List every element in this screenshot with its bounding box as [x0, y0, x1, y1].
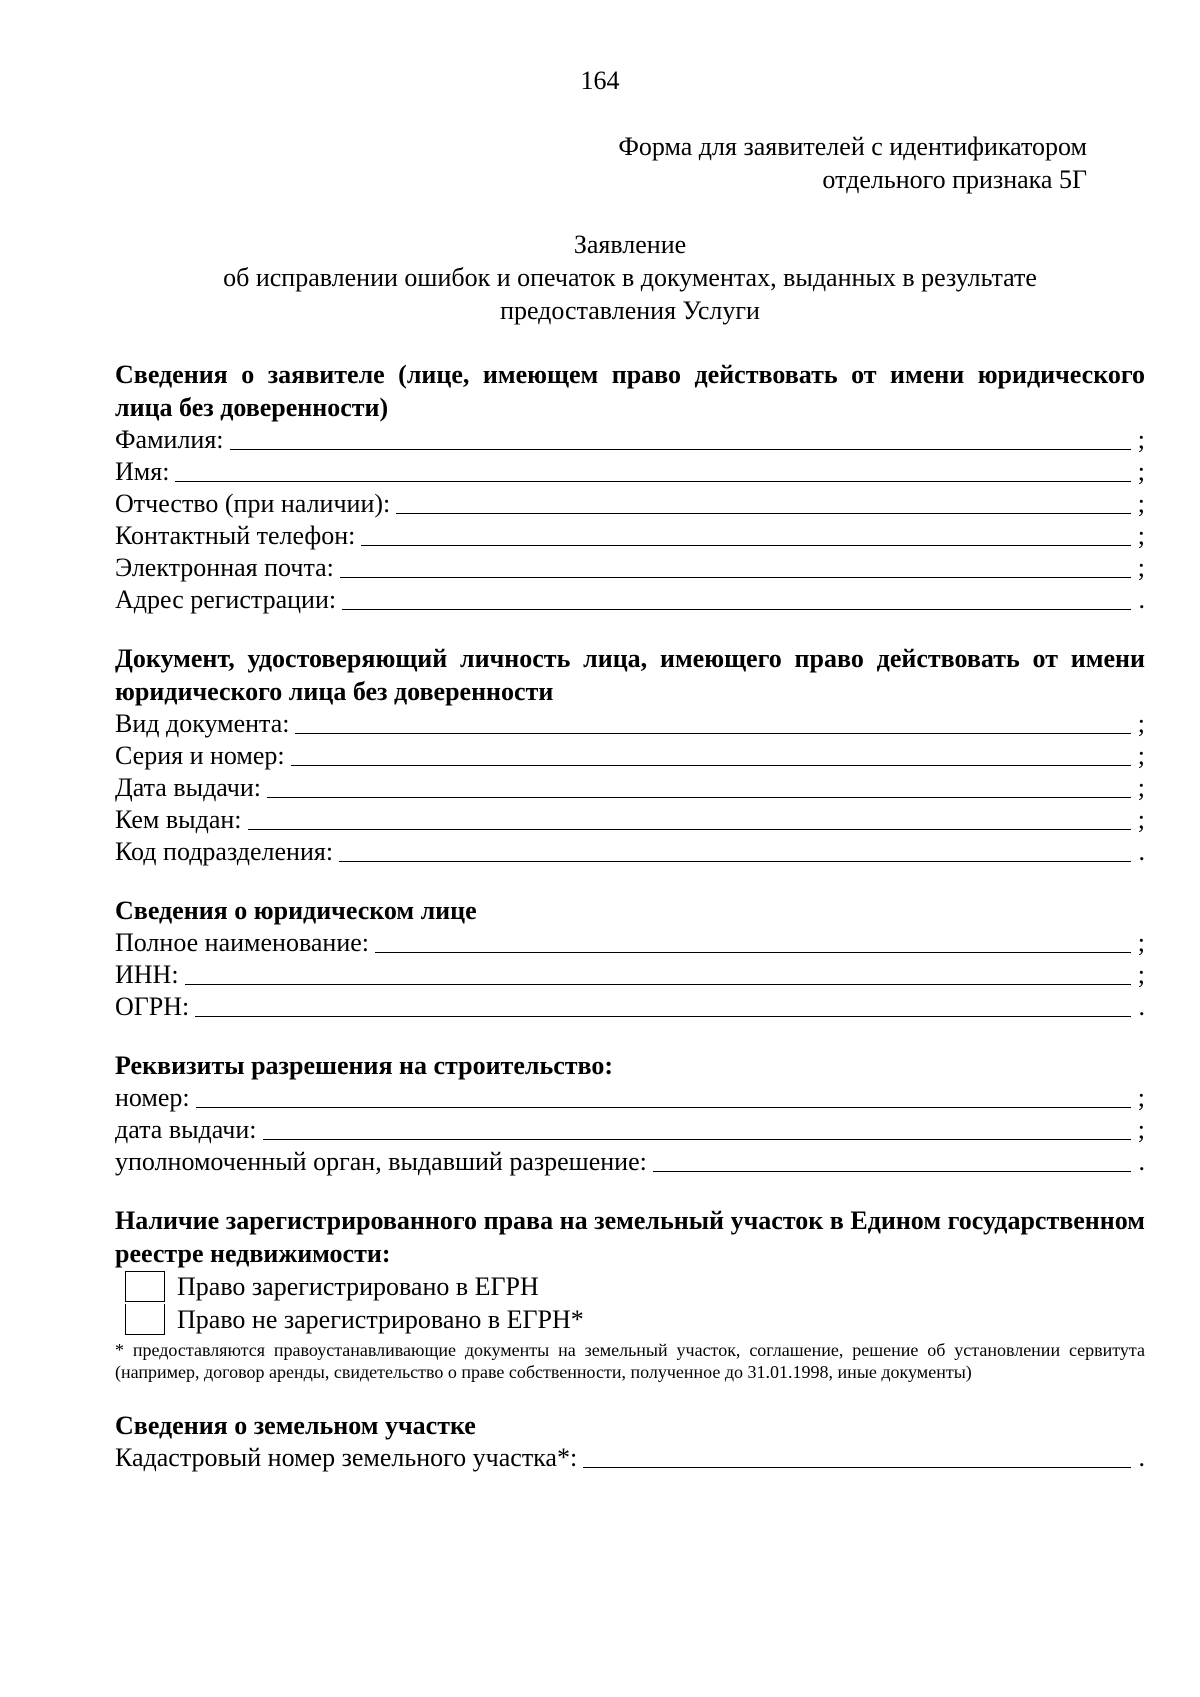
field-label: дата выдачи:	[115, 1115, 257, 1144]
patronymic-field	[115, 488, 1145, 520]
legal-entity-section	[115, 894, 1145, 1023]
field-label: Код подразделения:	[115, 837, 334, 866]
field-terminator: ;	[1137, 709, 1145, 738]
full-name-field	[115, 927, 1145, 959]
field-label: Серия и номер:	[115, 741, 285, 770]
series-number-input-line[interactable]	[291, 740, 1131, 766]
issuing-authority-field	[115, 1146, 1145, 1178]
field-terminator: ;	[1137, 741, 1145, 770]
phone-field	[115, 520, 1145, 552]
name-input-line[interactable]	[175, 456, 1131, 482]
division-code-field	[115, 836, 1145, 868]
registration-address-field	[115, 584, 1145, 616]
name-field	[115, 456, 1145, 488]
title-subtitle-line-1: об исправлении ошибок и опечаток в документах, выданных в результате	[223, 263, 1037, 292]
permit-issue-date-field	[115, 1114, 1145, 1146]
right-registered-checkbox[interactable]	[125, 1271, 165, 1302]
issued-by-field	[115, 804, 1145, 836]
registration-address-input-line[interactable]	[342, 584, 1131, 610]
field-label: ОГРН:	[115, 992, 190, 1021]
document-type-field	[115, 708, 1145, 740]
section-title-identity-document: Документ, удостоверяющий личность лица, имеющего право действовать от имени юридического лица без доверенности	[115, 644, 1145, 706]
form-applicability-line-1: Форма для заявителей с идентификатором	[618, 132, 1087, 161]
cadastral-number-input-line[interactable]	[583, 1442, 1131, 1468]
division-code-input-line[interactable]	[339, 836, 1131, 862]
section-title-land-right: Наличие зарегистрированного права на земельный участок в Едином государственном реестре недвижимости:	[115, 1206, 1145, 1268]
page-number: 164	[580, 66, 620, 95]
field-label: Полное наименование:	[115, 928, 370, 957]
form-applicability-line-2: отдельного признака 5Г	[822, 165, 1087, 194]
field-label: Контактный телефон:	[115, 521, 356, 550]
permit-issue-date-input-line[interactable]	[263, 1114, 1131, 1140]
field-terminator: ;	[1137, 425, 1145, 454]
document-title	[115, 228, 1145, 327]
title-subtitle-line-2: предоставления Услуги	[500, 296, 760, 325]
section-title-legal-entity: Сведения о юридическом лице	[115, 896, 477, 925]
field-terminator: .	[1138, 1443, 1145, 1472]
issuing-authority-input-line[interactable]	[653, 1146, 1131, 1172]
title-heading: Заявление	[573, 230, 687, 259]
field-label: Адрес регистрации:	[115, 585, 337, 614]
field-terminator: ;	[1137, 457, 1145, 486]
right-not-registered-checkbox[interactable]	[125, 1304, 165, 1335]
construction-permit-section	[115, 1049, 1145, 1178]
permit-number-input-line[interactable]	[196, 1082, 1131, 1108]
field-label: Имя:	[115, 457, 170, 486]
series-number-field	[115, 740, 1145, 772]
section-title-applicant: Сведения о заявителе (лице, имеющем право действовать от имени юридического лица без доверенности)	[115, 360, 1145, 422]
ogrn-input-line[interactable]	[195, 991, 1131, 1017]
applicant-section	[115, 358, 1145, 616]
option-label: Право не зарегистрировано в ЕГРН*	[177, 1305, 584, 1334]
field-label: Фамилия:	[115, 425, 224, 454]
field-terminator: ;	[1137, 960, 1145, 989]
phone-input-line[interactable]	[361, 520, 1131, 546]
email-input-line[interactable]	[340, 552, 1131, 578]
field-terminator: .	[1138, 585, 1145, 614]
section-title-land-plot: Сведения о земельном участке	[115, 1411, 476, 1440]
issued-by-input-line[interactable]	[248, 804, 1132, 830]
field-terminator: .	[1138, 1147, 1145, 1176]
issue-date-input-line[interactable]	[267, 772, 1131, 798]
land-right-section	[115, 1204, 1145, 1383]
email-field	[115, 552, 1145, 584]
full-name-input-line[interactable]	[375, 927, 1131, 953]
field-label: Электронная почта:	[115, 553, 334, 582]
field-label: Вид документа:	[115, 709, 290, 738]
field-terminator: ;	[1137, 805, 1145, 834]
land-plot-section	[115, 1409, 1145, 1474]
field-terminator: ;	[1137, 489, 1145, 518]
inn-input-line[interactable]	[185, 959, 1131, 985]
section-title-construction-permit: Реквизиты разрешения на строительство:	[115, 1051, 614, 1080]
form-applicability	[618, 130, 1087, 196]
field-label: ИНН:	[115, 960, 179, 989]
field-label: Кадастровый номер земельного участка*:	[115, 1443, 578, 1472]
cadastral-number-field	[115, 1442, 1145, 1474]
field-label: Кем выдан:	[115, 805, 242, 834]
option-right-registered	[125, 1270, 1145, 1303]
field-terminator: .	[1138, 992, 1145, 1021]
field-terminator: ;	[1137, 553, 1145, 582]
field-terminator: ;	[1137, 928, 1145, 957]
option-right-not-registered	[125, 1303, 1145, 1336]
field-label: Отчество (при наличии):	[115, 489, 391, 518]
field-label: номер:	[115, 1083, 190, 1112]
patronymic-input-line[interactable]	[396, 488, 1131, 514]
field-terminator: ;	[1137, 1115, 1145, 1144]
field-terminator: ;	[1137, 773, 1145, 802]
footnote: * предоставляются правоустанавливающие документы на земельный участок, соглашение, решение об установлении сервитута (например, договор аренды, свидетельство о праве собственности, полученное до 31.01.1998, иные документы)	[115, 1340, 1145, 1382]
surname-input-line[interactable]	[230, 424, 1131, 450]
permit-number-field	[115, 1082, 1145, 1114]
inn-field	[115, 959, 1145, 991]
ogrn-field	[115, 991, 1145, 1023]
field-label: уполномоченный орган, выдавший разрешение:	[115, 1147, 647, 1176]
field-terminator: .	[1138, 837, 1145, 866]
field-terminator: ;	[1137, 1083, 1145, 1112]
form-body	[115, 358, 1145, 1500]
field-label: Дата выдачи:	[115, 773, 262, 802]
option-label: Право зарегистрировано в ЕГРН	[177, 1272, 539, 1301]
surname-field	[115, 424, 1145, 456]
issue-date-field	[115, 772, 1145, 804]
document-type-input-line[interactable]	[295, 708, 1131, 734]
identity-document-section	[115, 642, 1145, 868]
field-terminator: ;	[1137, 521, 1145, 550]
